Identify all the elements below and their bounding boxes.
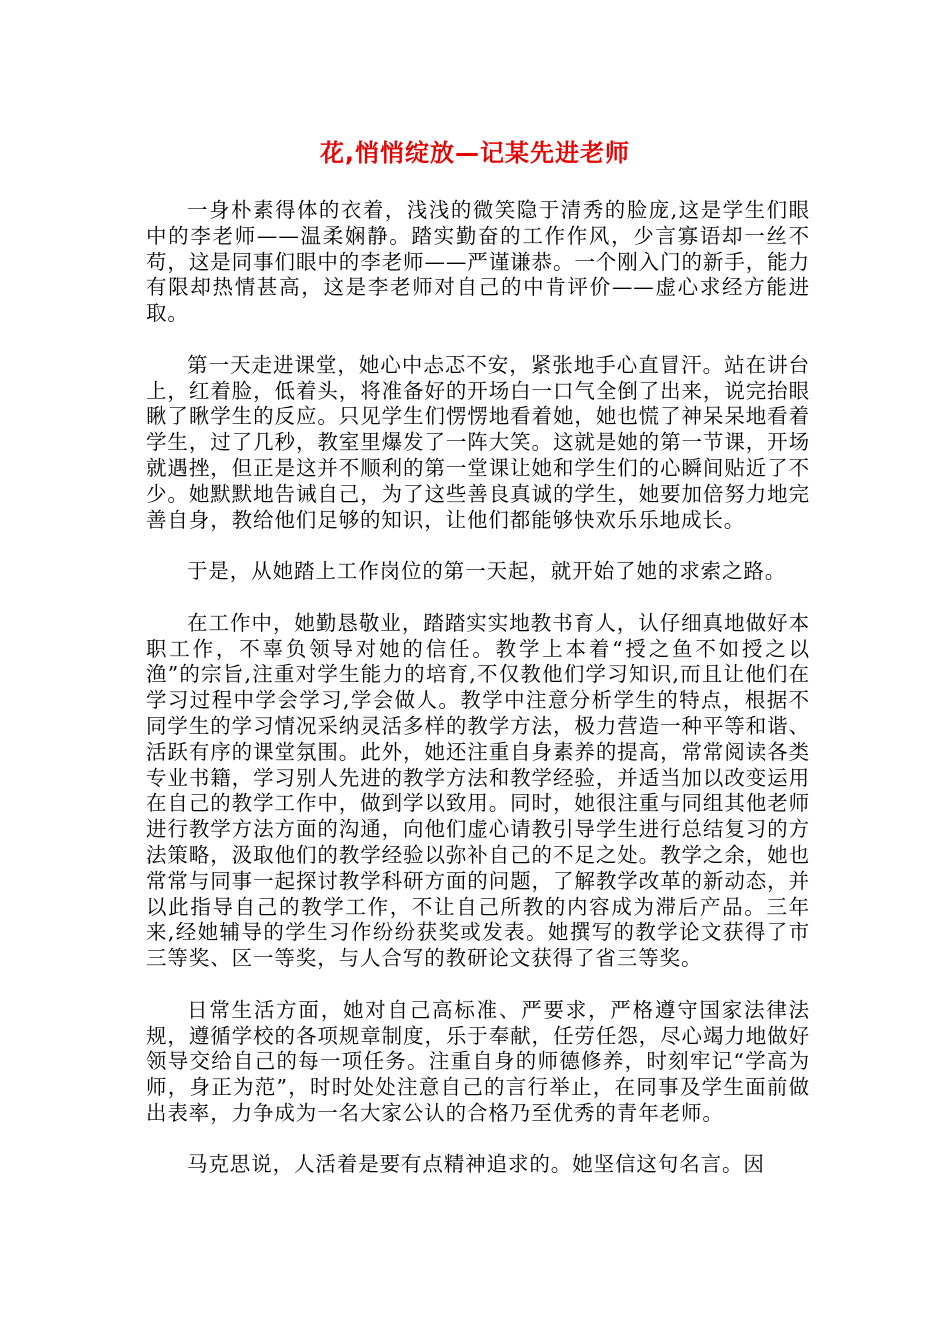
paragraph-6: 马克思说，人活着是要有点精神追求的。她坚信这句名言。因 xyxy=(187,1152,765,1177)
paragraph-5: 日常生活方面，她对自己高标准、严要求，严格遵守国家法律法规，遵循学校的各项规章制度，乐于奉献，任劳任怨，尽心竭力地做好领导交给自己的每一项任务。注重自身的师德修养，时刻牢记“学高为师，身正为范”，时时处处注意自己的言行举止，在同事及学生面前做出表率，力争成为一名大家公认的合格乃至优秀的青年老师。 xyxy=(146,997,810,1125)
document-title: 花,悄悄绽放—记某先进老师 xyxy=(319,139,631,167)
paragraph-1: 一身朴素得体的衣着，浅浅的微笑隐于清秀的脸庞,这是学生们眼中的李老师——温柔娴静。踏实勤奋的工作作风，少言寡语却一丝不苟，这是同事们眼中的李老师——严谨谦恭。一个刚入门的新手，能力有限却热情甚高，这是李老师对自己的中肯评价——虚心求经方能进取。 xyxy=(146,198,810,326)
paragraph-2: 第一天走进课堂，她心中忐忑不安，紧张地手心直冒汗。站在讲台上，红着脸，低着头，将准备好的开场白一口气全倒了出来，说完抬眼瞅了瞅学生的反应。只见学生们愣愣地看着她，她也慌了神呆呆地看着学生，过了几秒，教室里爆发了一阵大笑。这就是她的第一节课，开场就遇挫，但正是这并不顺利的第一堂课让她和学生们的心瞬间贴近了不少。她默默地告诫自己，为了这些善良真诚的学生，她要加倍努力地完善自身，教给他们足够的知识，让他们都能够快欢乐乐地成长。 xyxy=(146,352,810,532)
paragraph-4: 在工作中，她勤恳敬业，踏踏实实地教书育人，认仔细真地做好本职工作，不辜负领导对她的信任。教学上本着“授之鱼不如授之以渔”的宗旨,注重对学生能力的培育,不仅教他们学习知识,而且让他们在学习过程中学会学习,学会做人。教学中注意分析学生的特点，根据不同学生的学习情况采纳灵活多样的教学方法，极力营造一种平等和谐、活跃有序的课堂氛围。此外，她还注重自身素养的提高，常常阅读各类专业书籍，学习别人先进的教学方法和教学经验，并适当加以改变运用在自己的教学工作中，做到学以致用。同时，她很注重与同组其他老师进行教学方法方面的沟通，向他们虚心请教引导学生进行总结复习的方法策略，汲取他们的教学经验以弥补自己的不足之处。教学之余，她也常常与同事一起探讨教学科研方面的问题，了解教学改革的新动态，并以此指导自己的教学工作，不让自己所教的内容成为滞后产品。三年来,经她辅导的学生习作纷纷获奖或发表。她撰写的教学论文获得了市三等奖、区一等奖，与人合写的教研论文获得了省三等奖。 xyxy=(146,610,810,971)
document-body xyxy=(146,198,810,1204)
paragraph-3: 于是，从她踏上工作岗位的第一天起，就开始了她的求索之路。 xyxy=(187,559,787,584)
